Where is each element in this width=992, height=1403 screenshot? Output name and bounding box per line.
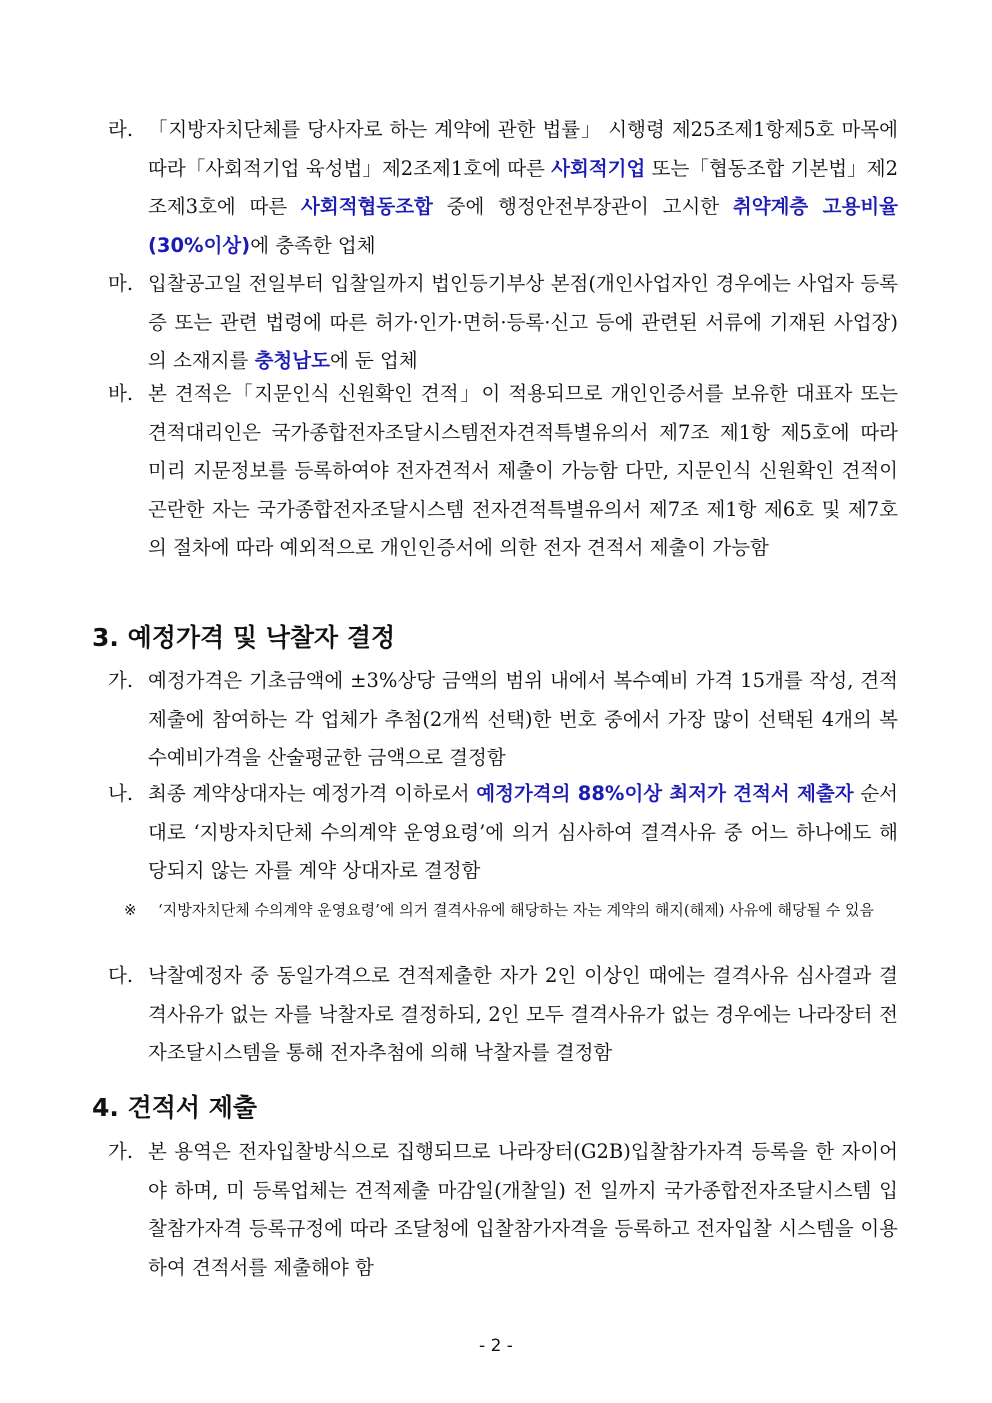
- note-text: ‘지방자치단체 수의계약 운영요령’에 의거 결격사유에 해당하는 자는 계약의 해지(해제) 사유에 해당될 수 있음: [158, 901, 875, 919]
- section-3-heading: 3. 예정가격 및 낙찰자 결정: [92, 623, 396, 652]
- item-marker: 가.: [108, 1140, 134, 1163]
- item-text: 「지방자치단체를 당사자로 하는 계약에 관한 법률」 시행령 제25조제1항제5호 마목에 따라「사회적기업 육성법」제2조제1호에 따른 사회적기업 또는「협동조합 기본법」제2조제3호에 따른 사회적협동조합 중에 행정안전부장관이 고시한 취약계층 고용비율(30%이상)에 충족한 업체: [148, 118, 898, 257]
- item-4-ga: [108, 1133, 898, 1287]
- item-marker: 라.: [108, 118, 134, 141]
- item-ra: [108, 111, 898, 265]
- item-3-na: [108, 775, 898, 891]
- page-number: - 2 -: [479, 1336, 513, 1356]
- item-text: 본 견적은「지문인식 신원확인 견적」이 적용되므로 개인인증서를 보유한 대표자 또는 견적대리인은 국가종합전자조달시스템전자견적특별유의서 제7조 제1항 제5호에 따라 미리 지문정보를 등록하여야 전자견적서 제출이 가능함 다만, 지문인식 신원확인 견적이 곤란한 자는 국가종합전자조달시스템 전자견적특별유의서 제7조 제1항 제6호 및 제7호의 절차에 따라 예외적으로 개인인증서에 의한 전자 견적서 제출이 가능함: [148, 382, 898, 560]
- item-text: 최종 계약상대자는 예정가격 이하로서 예정가격의 88%이상 최저가 견적서 제출자 순서대로 ‘지방자치단체 수의계약 운영요령’에 의거 심사하여 결격사유 중 어느 하나에도 해당되지 않는 자를 계약 상대자로 결정함: [148, 782, 898, 883]
- highlight-region: 충청남도: [254, 349, 330, 373]
- note-3: [124, 895, 898, 925]
- highlight-social-coop: 사회적협동조합: [301, 195, 433, 219]
- item-3-ga: [108, 662, 898, 778]
- item-text: 낙찰예정자 중 동일가격으로 견적제출한 자가 2인 이상인 때에는 결격사유 심사결과 결격사유가 없는 자를 낙찰자로 결정하되, 2인 모두 결격사유가 없는 경우에는 나라장터 전자조달시스템을 통해 전자추첨에 의해 낙찰자를 결정함: [148, 964, 898, 1065]
- item-marker: 가.: [108, 669, 134, 692]
- item-ma: [108, 265, 898, 381]
- item-text: 입찰공고일 전일부터 입찰일까지 법인등기부상 본점(개인사업자인 경우에는 사업자 등록증 또는 관련 법령에 따른 허가·인가·면허·등록·신고 등에 관련된 서류에 기재된 사업장)의 소재지를 충청남도에 둔 업체: [148, 272, 898, 373]
- item-marker: 마.: [108, 272, 134, 295]
- item-marker: 바.: [108, 382, 134, 405]
- item-marker: 다.: [108, 964, 134, 987]
- highlight-employment-ratio: 취약계층 고용비율(30%이상): [148, 195, 898, 257]
- item-text: 본 용역은 전자입찰방식으로 집행되므로 나라장터(G2B)입찰참가자격 등록을 한 자이어야 하며, 미 등록업체는 견적제출 마감일(개찰일) 전 일까지 국가종합전자조달시스템 입찰참가자격 등록규정에 따라 조달청에 입찰참가자격을 등록하고 전자입찰 시스템을 이용하여 견적서를 제출해야 함: [148, 1140, 898, 1279]
- item-text: 예정가격은 기초금액에 ±3%상당 금액의 범위 내에서 복수예비 가격 15개를 작성, 견적제출에 참여하는 각 업체가 추첨(2개씩 선택)한 번호 중에서 가장 많이 선택된 4개의 복수예비가격을 산술평균한 금액으로 결정함: [148, 669, 898, 770]
- highlight-lowest-bidder: 예정가격의 88%이상 최저가 견적서 제출자: [476, 782, 854, 805]
- item-ba: [108, 375, 898, 568]
- section-4-heading: 4. 견적서 제출: [92, 1093, 258, 1122]
- highlight-social-enterprise: 사회적기업: [551, 156, 646, 180]
- item-marker: 나.: [108, 782, 134, 805]
- note-marker: ※: [124, 901, 137, 919]
- item-3-da: [108, 957, 898, 1073]
